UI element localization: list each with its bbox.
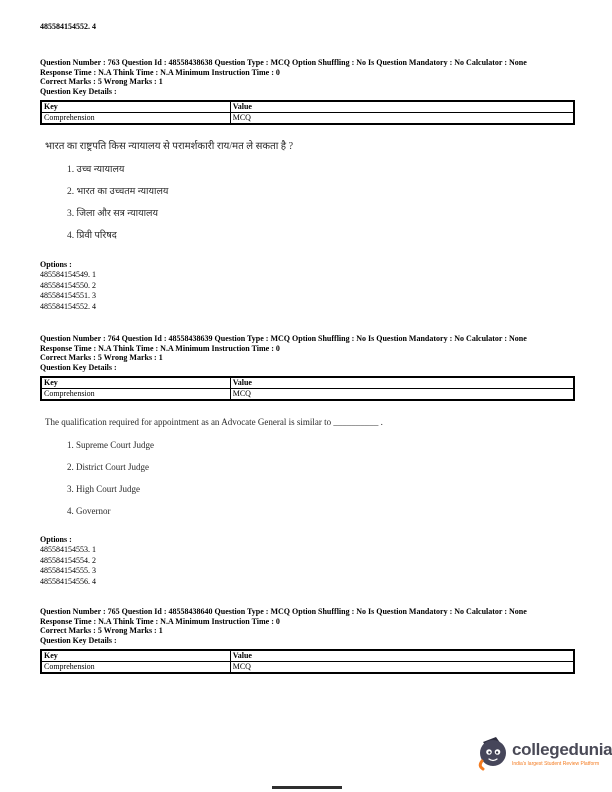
choice-item: 3. जिला और सत्र न्यायालय: [67, 209, 159, 219]
question-key-details-heading: Question Key Details :: [40, 362, 117, 372]
table-row: [41, 389, 574, 401]
table-header-value: Value: [230, 650, 574, 662]
table-header-value: Value: [230, 377, 574, 389]
choice-item: 1. Supreme Court Judge: [67, 440, 154, 450]
key-value-table: [40, 376, 575, 401]
table-header-value: Value: [230, 101, 574, 113]
table-cell-key: Comprehension: [41, 662, 230, 674]
table-cell-key: Comprehension: [41, 113, 230, 125]
option-id-line: 485584154551. 3: [40, 291, 96, 300]
page-footer-mark: [272, 786, 342, 789]
choice-item: 4. Governor: [67, 506, 111, 516]
question-meta-line: Correct Marks : 5 Wrong Marks : 1: [40, 77, 163, 86]
table-cell-value: MCQ: [230, 113, 574, 125]
question-text: भारत का राष्ट्रपति किस न्यायालय से परामर्शकारी राय/मत ले सकता है ?: [45, 141, 294, 152]
carryover-option-id-line: 485584154552. 4: [40, 22, 96, 31]
table-cell-value: MCQ: [230, 389, 574, 401]
key-value-table: [40, 649, 575, 674]
table-cell-key: Comprehension: [41, 389, 230, 401]
question-block-764: [40, 334, 575, 587]
collegedunia-mascot-icon: [476, 735, 508, 776]
question-meta-line: Response Time : N.A Think Time : N.A Minimum Instruction Time : 0: [40, 343, 280, 353]
collegedunia-logo: [476, 735, 612, 776]
choice-list: [67, 440, 575, 517]
option-id-line: 485584154550. 2: [40, 280, 96, 290]
logo-tagline: India's largest Student Review Platform: [512, 761, 600, 767]
question-block-763: [40, 58, 575, 312]
option-id-line: 485584154552. 4: [40, 301, 96, 311]
question-image: [45, 141, 575, 242]
logo-wordmark: collegedunia: [512, 740, 612, 759]
question-meta-line: Question Number : 763 Question Id : 48558438638 Question Type : MCQ Option Shuffling : No Is Question Mandatory : No Calculator : None: [40, 58, 527, 67]
option-id-line: 485584154556. 4: [40, 576, 96, 586]
question-text: The qualification required for appointment as an Advocate General is similar to __________ .: [45, 417, 383, 427]
option-id-line: 485584154553. 1: [40, 545, 96, 554]
table-cell-value: MCQ: [230, 662, 574, 674]
table-row: [41, 662, 574, 674]
choice-item: 3. High Court Judge: [67, 484, 140, 494]
logo-text-wrap: [512, 735, 612, 767]
choice-item: 2. District Court Judge: [67, 462, 149, 472]
question-block-765: [40, 607, 575, 674]
question-meta-line: Correct Marks : 5 Wrong Marks : 1: [40, 626, 163, 635]
choice-list: [67, 165, 575, 242]
question-key-details-heading: Question Key Details :: [40, 86, 117, 96]
question-meta-line: Question Number : 764 Question Id : 48558438639 Question Type : MCQ Option Shuffling : No Is Question Mandatory : No Calculator : None: [40, 334, 527, 343]
choice-item: 2. भारत का उच्चतम न्यायालय: [67, 187, 169, 197]
question-meta-line: Correct Marks : 5 Wrong Marks : 1: [40, 353, 163, 362]
option-id-line: 485584154555. 3: [40, 566, 96, 575]
option-id-line: 485584154549. 1: [40, 270, 96, 279]
option-id-line: 485584154554. 2: [40, 555, 96, 565]
question-meta-line: Response Time : N.A Think Time : N.A Minimum Instruction Time : 0: [40, 616, 280, 626]
question-meta-line: Question Number : 765 Question Id : 48558438640 Question Type : MCQ Option Shuffling : No Is Question Mandatory : No Calculator : None: [40, 607, 527, 616]
table-header-key: Key: [41, 377, 230, 389]
question-meta-line: Response Time : N.A Think Time : N.A Minimum Instruction Time : 0: [40, 67, 280, 77]
question-key-details-heading: Question Key Details :: [40, 635, 117, 645]
key-value-table: [40, 100, 575, 125]
choice-item: 1. उच्च न्यायालय: [67, 165, 125, 175]
table-header-key: Key: [41, 101, 230, 113]
options-heading: Options :: [40, 260, 72, 269]
question-image: [45, 417, 575, 517]
table-row: [41, 113, 574, 125]
choice-item: 4. प्रिवी परिषद: [67, 231, 117, 241]
options-heading: Options :: [40, 535, 72, 544]
table-header-key: Key: [41, 650, 230, 662]
